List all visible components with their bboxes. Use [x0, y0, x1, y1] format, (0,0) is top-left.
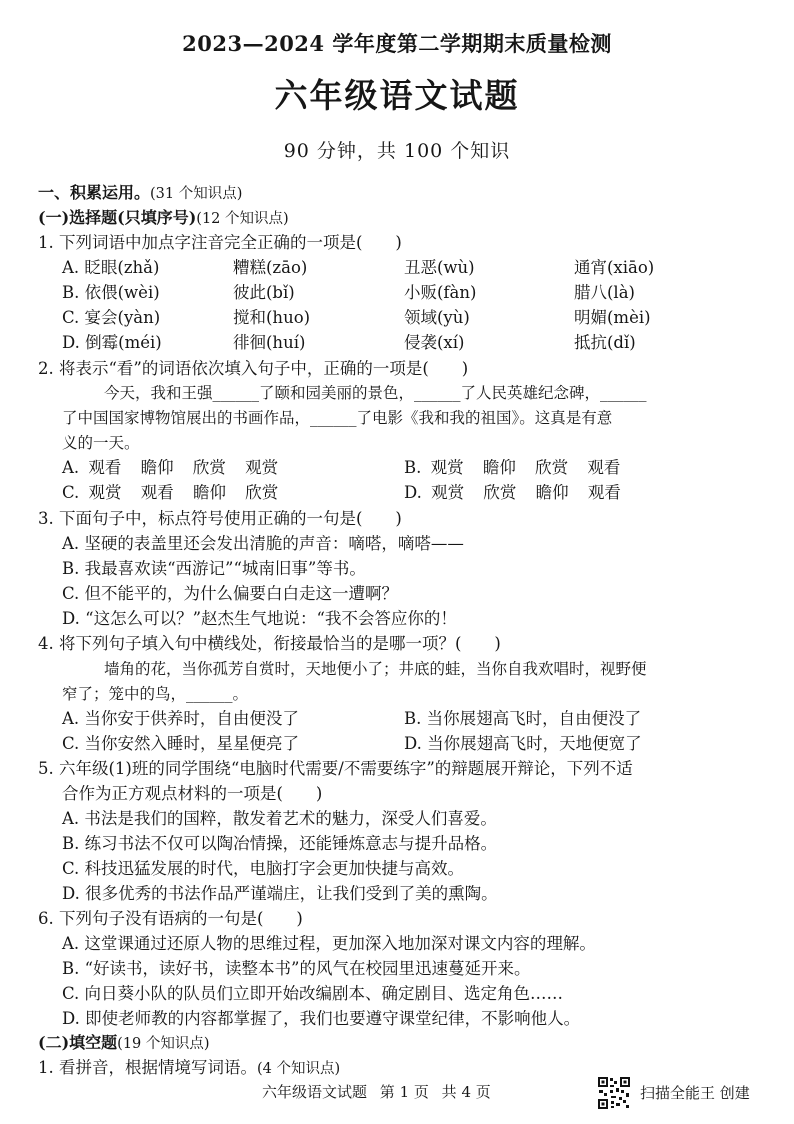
section-note: (31 个知识点)	[150, 186, 243, 202]
q5-option-d: D. 很多优秀的书法作品严谨端庄，让我们受到了美的熏陶。	[62, 884, 498, 903]
q6-option-a: A. 这堂课通过还原人物的思维过程，更加深入地加深对课文内容的理解。	[62, 934, 596, 953]
q1-a-4: 通宵(xiāo)	[574, 258, 655, 277]
q5-option-a: A. 书法是我们的国粹，散发着艺术的魅力，深受人们喜爱。	[62, 809, 497, 828]
option-word: 欣赏	[192, 458, 226, 477]
option-word: 观看	[140, 483, 174, 502]
question-2-stem: 2. 将表示“看”的词语依次填入句子中，正确的一项是( )	[38, 359, 469, 378]
q2-passage-line: 了中国国家博物馆展出的书画作品，______了电影《我和我的祖国》。这真是有意	[62, 409, 613, 427]
q1-c-2: 搅和(huo)	[233, 308, 311, 327]
option-word: 观赏	[245, 458, 279, 477]
fill-question-1	[38, 1056, 340, 1081]
q3-option-a: A. 坚硬的表盖里还会发出清脆的声音：嘀嗒，嘀嗒——	[62, 534, 464, 553]
q2-option-c	[62, 481, 278, 505]
q6-option-b: B. “好读书，读好书，读整本书”的风气在校园里迅速蔓延开来。	[62, 959, 531, 978]
part-heading	[38, 1031, 210, 1056]
q3-option-c: C. 但不能平的，为什么偏要白白走这一遭啊？	[62, 584, 399, 603]
option-word: 观赏	[430, 458, 464, 477]
q1-d-1: D. 倒霉(méi)	[62, 333, 162, 352]
option-word: 观看	[587, 458, 621, 477]
q2-passage-line: 今天，我和王强______了颐和园美丽的景色，______了人民英雄纪念碑，______	[104, 384, 647, 402]
q1-c-3: 领域(yù)	[404, 308, 470, 327]
q1-d-4: 抵抗(dǐ)	[574, 333, 636, 352]
section-title: 一、积累运用。	[38, 183, 151, 202]
question-6-stem: 6. 下列句子没有语病的一句是( )	[38, 909, 303, 928]
q1-b-1: B. 依偎(wèi)	[62, 283, 160, 302]
subject-title: 六年级语文试题	[274, 76, 520, 115]
question-5-stem-cont: 合作为正方观点材料的一项是( )	[62, 784, 323, 803]
exam-info: 90 分钟，共 100 个知识	[283, 140, 511, 162]
q6-option-c: C. 向日葵小队的队员们立即开始改编剧本、确定剧目、选定角色……	[62, 984, 564, 1003]
part-title: (一)选择题(只填序号)	[38, 208, 197, 227]
q6-option-d: D. 即使老师教的内容都掌握了，我们也要遵守课堂纪律，不影响他人。	[62, 1009, 581, 1028]
question-4-stem: 4. 将下列句子填入句中横线处，衔接最恰当的是哪一项？( )	[38, 634, 501, 653]
footer-subject: 六年级语文试题	[262, 1083, 368, 1101]
option-word: 瞻仰	[482, 458, 516, 477]
q4-passage-line: 窄了；笼中的鸟，______。	[62, 685, 249, 703]
option-word: 瞻仰	[535, 483, 569, 502]
option-word: 欣赏	[245, 483, 279, 502]
option-word: 欣赏	[535, 458, 569, 477]
q4-option-a: A. 当你安于供养时，自由便没了	[62, 709, 299, 728]
option-word: 观赏	[88, 483, 122, 502]
part-note: (19 个知识点)	[117, 1036, 210, 1052]
option-word: 瞻仰	[193, 483, 227, 502]
exam-title: 2023—2024 学年度第二学期期末质量检测	[182, 31, 612, 56]
q1-a-2: 糟糕(zāo)	[233, 258, 308, 277]
option-word: 欣赏	[483, 483, 517, 502]
q1-c-1: C. 宴会(yàn)	[62, 308, 161, 327]
q1-b-4: 腊八(là)	[574, 283, 635, 302]
q1-b-2: 彼此(bǐ)	[233, 283, 295, 302]
q5-option-c: C. 科技迅猛发展的时代，电脑打字会更加快捷与高效。	[62, 859, 465, 878]
part-note: (12 个知识点)	[196, 211, 289, 227]
q1-d-2: 徘徊(huí)	[233, 333, 306, 352]
fill-question-1-stem: 1. 看拼音，根据情境写词语。	[38, 1058, 257, 1077]
footer-total-pages: 共 4 页	[441, 1083, 491, 1101]
q4-option-c: C. 当你安然入睡时，星星便亮了	[62, 734, 300, 753]
q4-option-d: D. 当你展翅高飞时，天地便宽了	[404, 734, 642, 753]
question-3-stem: 3. 下面句子中，标点符号使用正确的一句是( )	[38, 509, 402, 528]
option-letter: A.	[62, 458, 80, 477]
question-1-stem: 1. 下列词语中加点字注音完全正确的一项是( )	[38, 233, 402, 252]
q3-option-b: B. 我最喜欢读“西游记”“城南旧事”等书。	[62, 559, 366, 578]
q1-a-1: A. 眨眼(zhǎ)	[62, 258, 160, 277]
option-letter: C.	[62, 483, 80, 502]
option-letter: B.	[404, 458, 422, 477]
q1-d-3: 侵袭(xí)	[404, 333, 465, 352]
q5-option-b: B. 练习书法不仅可以陶冶情操，还能锤炼意志与提升品格。	[62, 834, 498, 853]
q4-passage-line: 墙角的花，当你孤芳自赏时，天地便小了；井底的蛙，当你自我欢唱时，视野便	[104, 660, 647, 678]
option-word: 观赏	[431, 483, 465, 502]
option-word: 瞻仰	[140, 458, 174, 477]
q2-option-b	[404, 456, 620, 480]
qr-code-icon	[597, 1076, 631, 1110]
watermark-text: 扫描全能王 创建	[640, 1084, 750, 1102]
question-5-stem: 5. 六年级(1)班的同学围绕“电脑时代需要/不需要练字”的辩题展开辩论，下列不适	[38, 759, 633, 778]
option-word: 观看	[587, 483, 621, 502]
q1-c-4: 明媚(mèi)	[574, 308, 651, 327]
q2-option-d	[404, 481, 621, 505]
option-letter: D.	[404, 483, 422, 502]
q3-option-d: D. “这怎么可以？”赵杰生气地说：“我不会答应你的！	[62, 609, 457, 628]
footer-page-number: 第 1 页	[379, 1083, 429, 1101]
q1-b-3: 小贩(fàn)	[404, 283, 477, 302]
part-heading	[38, 206, 289, 231]
q4-option-b: B. 当你展翅高飞时，自由便没了	[404, 709, 642, 728]
q2-passage-line: 义的一天。	[62, 434, 140, 452]
q2-option-a	[62, 456, 278, 480]
option-word: 观看	[88, 458, 122, 477]
part-title: (二)填空题	[38, 1033, 118, 1052]
section-heading	[38, 181, 242, 206]
q1-a-3: 丑恶(wù)	[404, 258, 475, 277]
fill-question-1-note: (4 个知识点)	[257, 1061, 341, 1077]
